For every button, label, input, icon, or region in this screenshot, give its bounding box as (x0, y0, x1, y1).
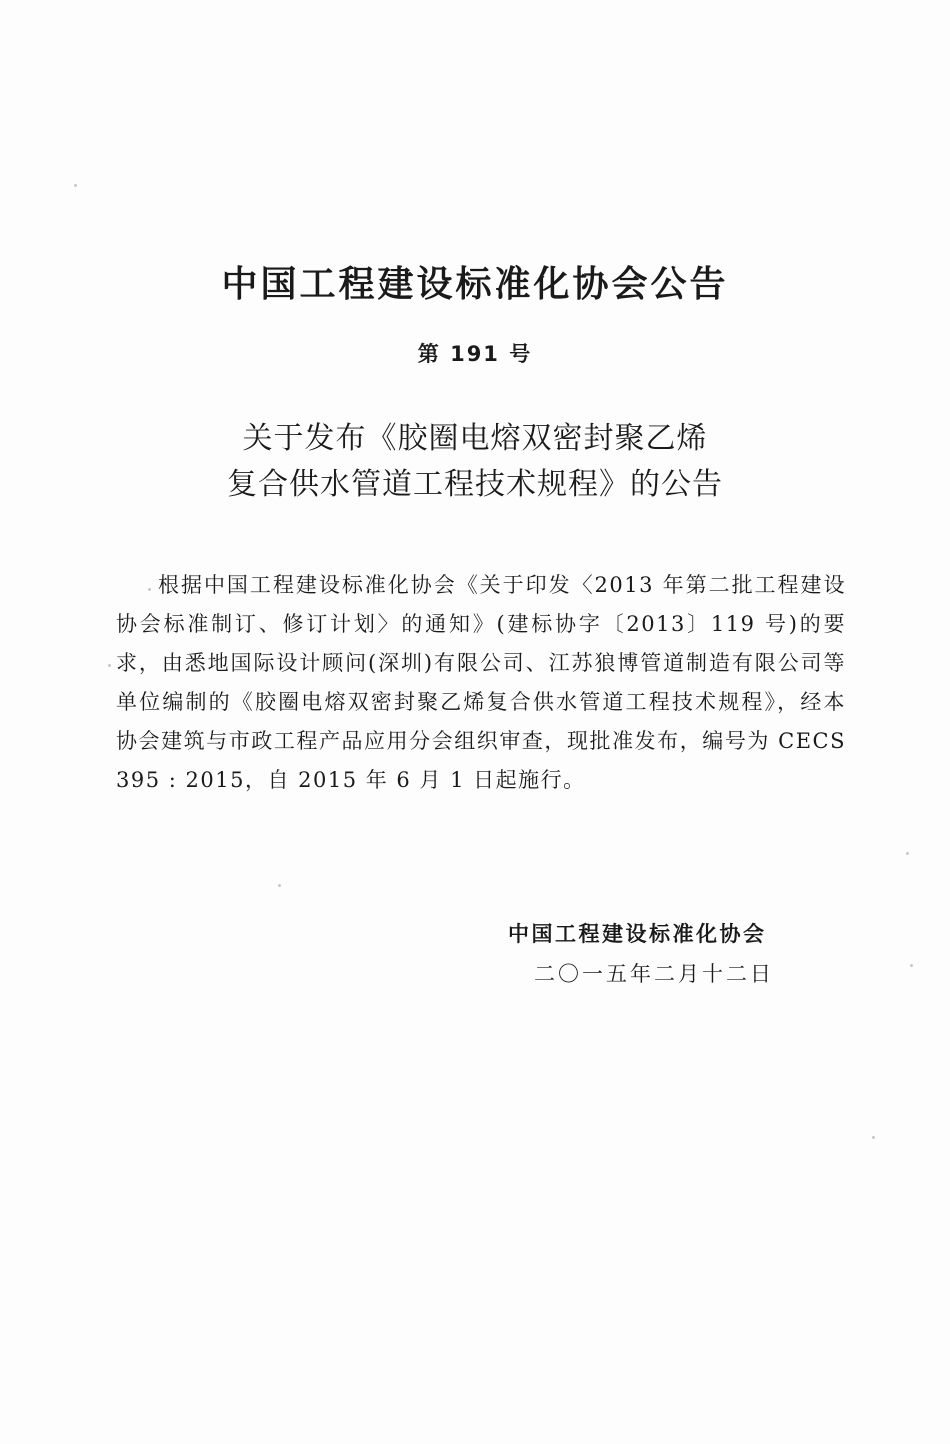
scan-speck (148, 588, 151, 591)
org-title: 中国工程建设标准化协会公告 (221, 264, 729, 305)
announcement-title-line-2: 复合供水管道工程技术规程》的公告 (227, 467, 723, 502)
signature-block (508, 914, 798, 994)
scan-speck (910, 964, 913, 967)
signature-date: 二〇一五年二月十二日 (534, 962, 774, 986)
announcement-body: 根据中国工程建设标准化协会《关于印发〈2013 年第二批工程建设协会标准制订、修订计划〉的通知》(建标协字〔2013〕119 号)的要求，由悉地国际设计顾问(深圳)有限公司、江苏狼博管道制造有限公司等单位编制的《胶圈电熔双密封聚乙烯复合供水管道工程技术规程》，经本协会建筑与市政工程产品应用分会组织审查，现批准发布，编号为 CECS 395 : 2015，自 2015 年 6 月 1 日起施行。 (116, 573, 846, 792)
scan-speck (278, 884, 281, 887)
issue-number: 第 191 号 (417, 342, 533, 366)
scan-speck (906, 852, 909, 855)
scan-speck (74, 184, 77, 187)
announcement-title (0, 416, 950, 508)
announcement-title-line-1: 关于发布《胶圈电熔双密封聚乙烯 (242, 421, 708, 456)
scan-speck (108, 664, 111, 667)
signature-organization: 中国工程建设标准化协会 (508, 922, 767, 946)
scan-speck (872, 1136, 875, 1139)
